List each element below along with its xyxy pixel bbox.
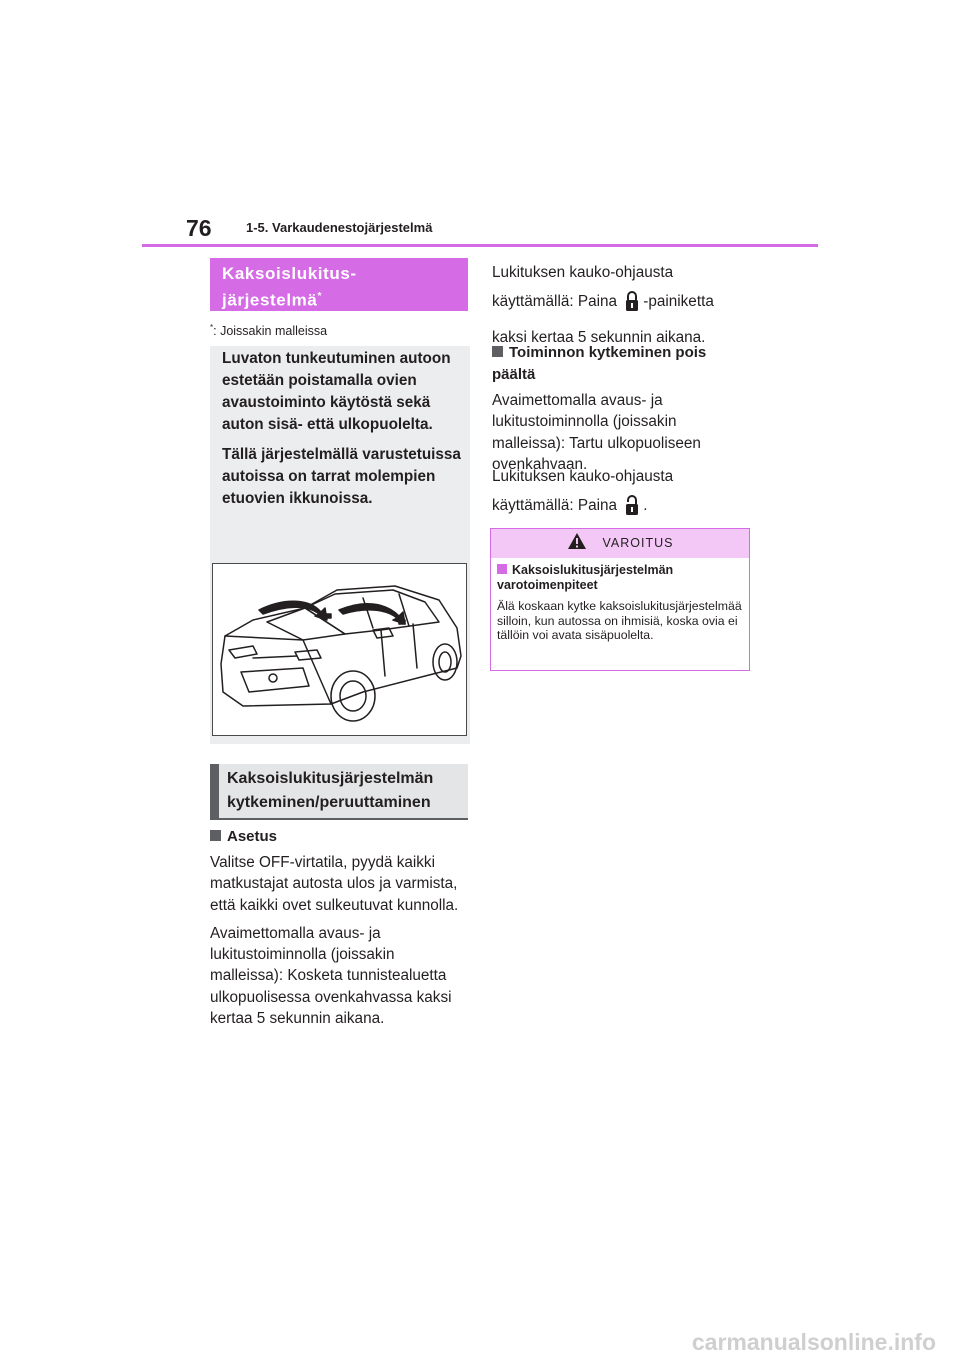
double-lock-heading-line1: Kaksoislukitus-	[222, 264, 357, 283]
setting-heading-text: Asetus	[227, 828, 278, 845]
header-rule	[142, 244, 818, 247]
car-illustration	[212, 563, 467, 736]
square-bullet-icon	[210, 830, 221, 841]
footnote-text: : Joissakin malleissa	[213, 324, 328, 339]
page-number: 76	[186, 215, 212, 241]
setting-heading	[210, 826, 468, 848]
watermark: carmanualsonline.info	[691, 1329, 936, 1355]
disable-text-after: .	[643, 497, 648, 514]
remote-paragraph	[492, 258, 750, 352]
footnote	[210, 320, 327, 339]
footnote-mark: *	[210, 323, 214, 332]
heading-asterisk: *	[317, 291, 322, 302]
remote-text-after: -painiketta kaksi kertaa 5 sekunnin aikana.	[492, 293, 714, 346]
disable-remote-paragraph	[492, 462, 750, 527]
disable-heading	[492, 342, 750, 386]
warning-subheading	[497, 563, 737, 593]
setting-paragraph-1: Valitse OFF-virtatila, pyydä kaikki matkustajat autosta ulos ja varmista, että kaikki ovet sulkeutuvat kunnolla.	[210, 854, 459, 914]
square-bullet-icon	[497, 564, 507, 574]
warning-text: Älä koskaan kytke kaksoislukitusjärjestelmää silloin, kun autossa on ihmisiä, koska ovia ei tällöin voi avata sisäpuolelta.	[497, 599, 742, 642]
unlock-icon	[625, 493, 639, 527]
warning-header	[491, 529, 749, 558]
setting-paragraph-2: Avaimettomalla avaus- ja lukitustoiminnolla (joissakin malleissa): Kosketa tunnistealuetta ulkopuolisessa ovenkahvassa kaksi kertaa 5 sekunnin aikana.	[210, 924, 452, 1028]
warning-title: VAROITUS	[602, 536, 674, 550]
disable-paragraph-1: Avaimettomalla avaus- ja lukitustoiminnolla (joissakin malleissa): Tartu ulkopuoliseen ovenkahvaan.	[492, 392, 701, 473]
intro-paragraph-1: Luvaton tunkeutuminen autoon estetään poistamalla ovien avaustoiminto käytöstä sekä auton sisä- että ulkopuolelta.	[222, 350, 451, 433]
intro-text	[222, 348, 462, 518]
square-bullet-icon	[492, 346, 503, 357]
setting-text	[210, 852, 464, 1036]
warning-box	[490, 528, 750, 671]
car-drawing	[213, 564, 466, 735]
remote-text-before: Lukituksen kauko-ohjausta käyttämällä: Paina	[492, 264, 674, 310]
double-lock-heading	[210, 258, 468, 311]
lock-icon	[625, 289, 639, 323]
disable-text-before: Lukituksen kauko-ohjausta käyttämällä: Paina	[492, 468, 674, 514]
disable-heading-text: Toiminnon kytkeminen pois päältä	[492, 344, 707, 383]
section-title: 1-5. Varkaudenestojärjestelmä	[246, 220, 433, 235]
heading-rule	[210, 818, 468, 820]
double-lock-heading-line2: järjestelmä	[222, 290, 318, 310]
enable-disable-heading: Kaksoislukitusjärjestelmän kytkeminen/peruuttaminen	[210, 764, 468, 818]
warning-subheading-text: Kaksoislukitusjärjestelmän varotoimenpiteet	[497, 563, 674, 592]
warning-triangle-icon	[567, 532, 587, 550]
intro-paragraph-2: Tällä järjestelmällä varustetuissa autoissa on tarrat molempien etuovien ikkunoissa.	[222, 446, 461, 507]
